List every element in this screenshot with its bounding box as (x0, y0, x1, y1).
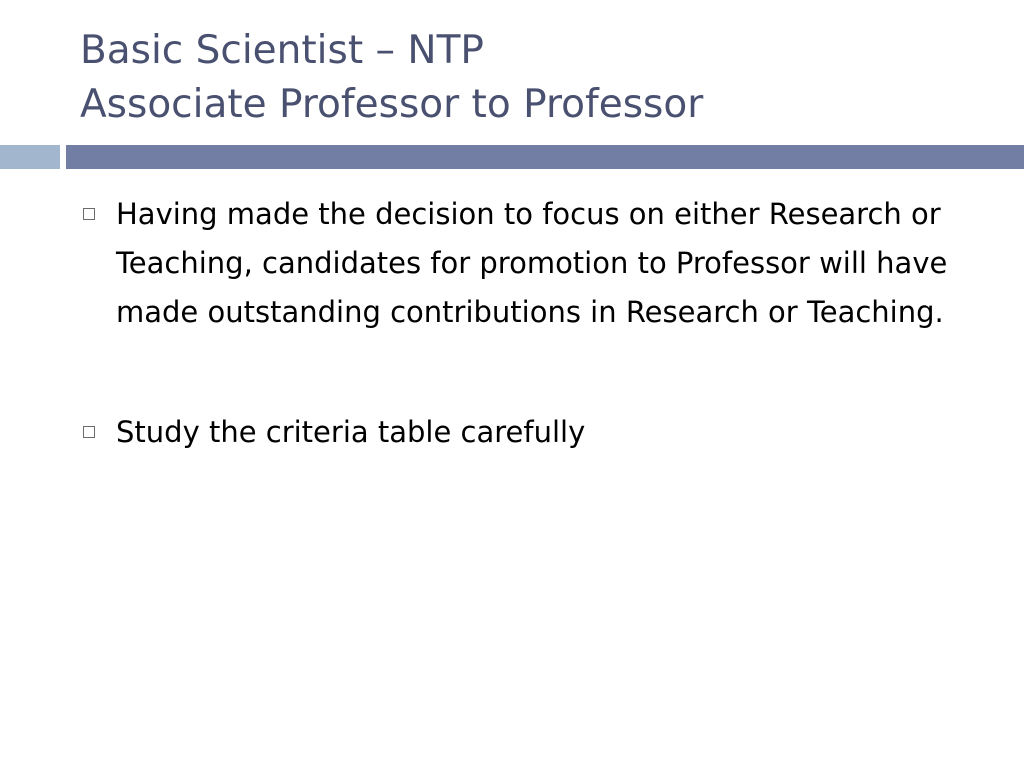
bullet-text: Study the criteria table carefully (116, 415, 586, 449)
slide-title (80, 24, 1000, 132)
hollow-square-icon (83, 426, 95, 438)
hollow-square-icon (83, 208, 95, 220)
bullet-item (80, 190, 960, 337)
title-divider-bar (66, 145, 1024, 169)
bullet-item (80, 408, 960, 457)
title-divider-accent (0, 145, 60, 169)
bullet-text: Having made the decision to focus on either Research or Teaching, candidates for promotion to Professor will have made outstanding contributions in Research or Teaching. (116, 197, 948, 329)
title-line-2: Associate Professor to Professor (80, 82, 704, 127)
bullet-list (80, 190, 960, 457)
title-line-1: Basic Scientist – NTP (80, 28, 484, 73)
